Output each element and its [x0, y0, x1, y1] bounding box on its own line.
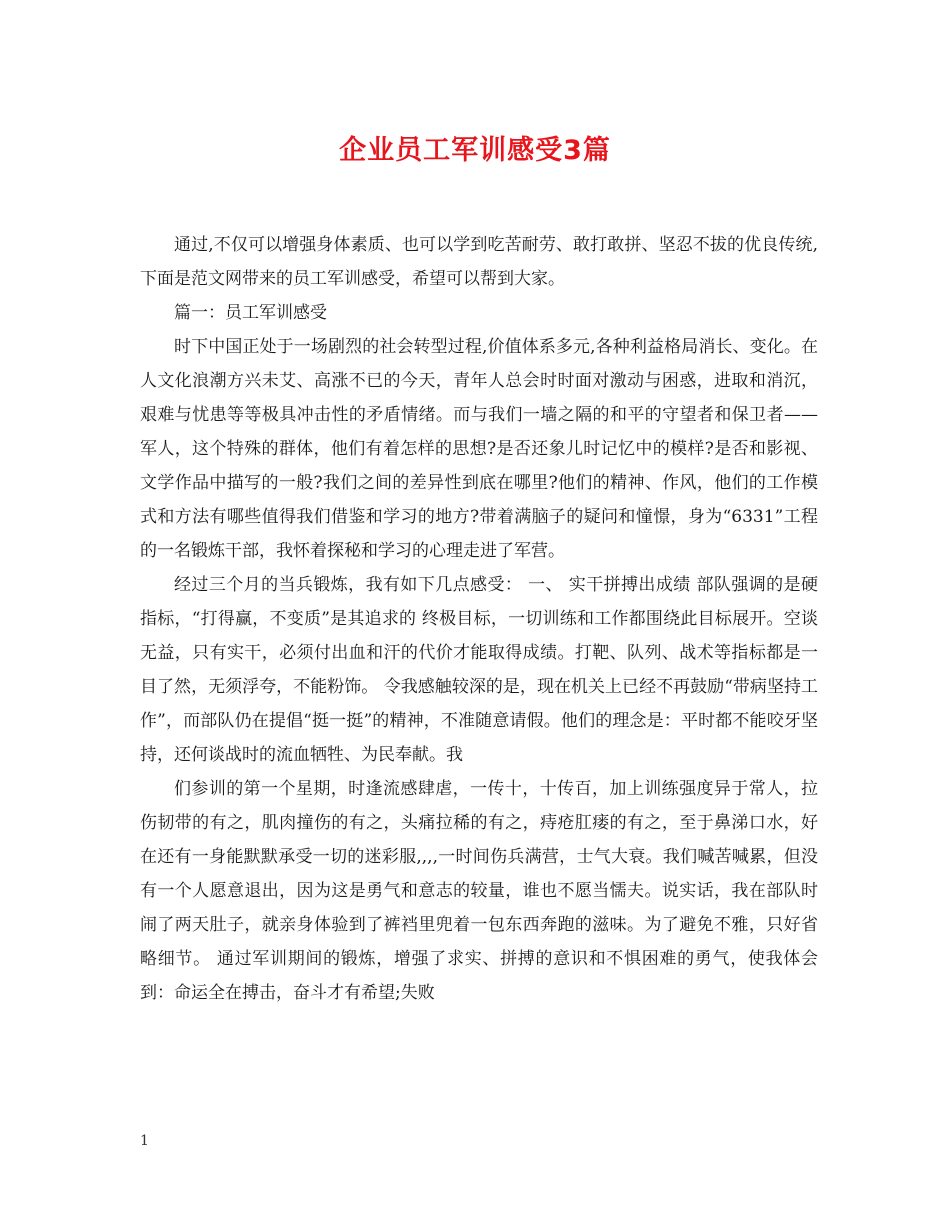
page-number: 1: [140, 1133, 149, 1149]
paragraph-section-heading: 篇一：员工军训感受: [174, 303, 327, 323]
document-title: 企业员工军训感受3篇: [339, 135, 611, 166]
paragraph-feelings: 经过三个月的当兵锻炼，我有如下几点感受： 一、 实干拼搏出成绩 部队强调的是硬指标，“打得赢，不变质”是其追求的 终极目标，一切训练和工作都围绕此目标展开。空谈无益，只有实干，必须付出血和汗的代价才能取得成绩。打靶、队列、战术等指标都是一目了然，无须浮夸，不能粉饰。 令我感触较深的是，现在机关上已经不再鼓励“带病坚持工作”，而部队仍在提倡“挺一挺”的精神，不准随意请假。他们的理念是：平时都不能咬牙坚持，还何谈战时的流血牺牲、为民奉献。我: [140, 575, 818, 765]
paragraph-training-week: 们参训的第一个星期，时逢流感肆虐，一传十，十传百，加上训练强度异于常人，拉伤韧带的有之，肌肉撞伤的有之，头痛拉稀的有之，痔疮肛瘘的有之，至于鼻涕口水，好在还有一身能默默承受一切的迷彩服,,,,一时间伤兵满营，士气大衰。我们喊苦喊累，但没有一个人愿意退出，因为这是勇气和意志的较量，谁也不愿当懦夫。说实话，我在部队时闹了两天肚子，就亲身体验到了裤裆里兜着一包东西奔跑的滋味。为了避免不雅，只好省略细节。 通过军训期间的锻炼，增强了求实、拼搏的意识和不惧困难的勇气，使我体会到：命运全在搏击，奋斗才有希望;失败: [140, 779, 818, 1003]
paragraph-background: 时下中国正处于一场剧烈的社会转型过程,价值体系多元,各种利益格局消长、变化。在人文化浪潮方兴未艾、高涨不已的今天，青年人总会时时面对激动与困惑，进取和消沉，艰难与忧患等等极具冲击性的矛盾情绪。而与我们一墙之隔的和平的守望者和保卫者——军人，这个特殊的群体，他们有着怎样的思想?是否还象儿时记忆中的模样?是否和影视、文学作品中描写的一般?我们之间的差异性到底在哪里?他们的精神、作风，他们的工作模式和方法有哪些值得我们借鉴和学习的地方?带着满脑子的疑问和憧憬，身为“6331”工程的一名锻炼干部，我怀着探秘和学习的心理走进了军营。: [140, 337, 818, 561]
document-body: [140, 228, 818, 1010]
paragraph-intro: 通过,不仅可以增强身体素质、也可以学到吃苦耐劳、敢打敢拼、坚忍不拔的优良传统,下面是范文网带来的员工军训感受，希望可以帮到大家。: [140, 235, 818, 289]
